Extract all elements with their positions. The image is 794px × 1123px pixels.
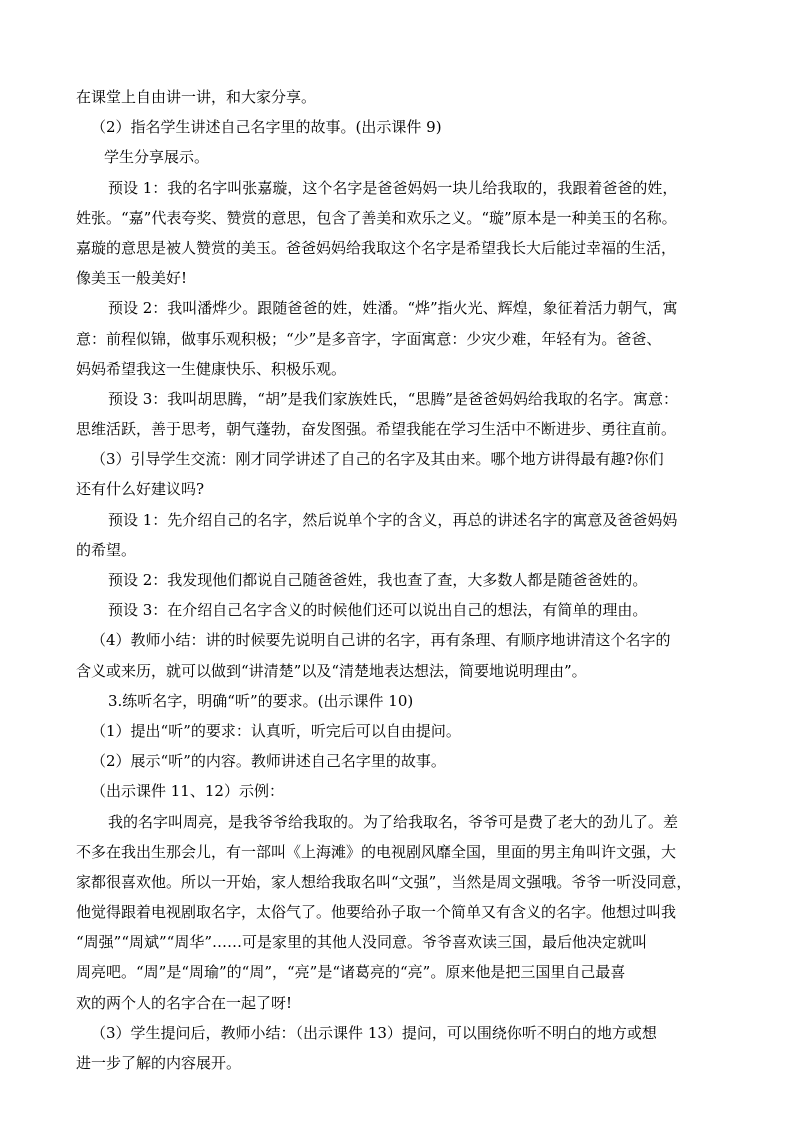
paragraph-line: 家都很喜欢他。所以一开始，家人想给我取名叫“文强”，当然是周文强哦。爷爷一听没同意， — [76, 872, 692, 891]
paragraph-line: 学生分享展示。 — [104, 148, 210, 167]
paragraph-line: 含义或来历，就可以做到“讲清楚”以及“清楚地表达想法，简要地说明理由”。 — [76, 661, 587, 680]
paragraph-line: 的希望。 — [76, 540, 137, 559]
paragraph-line: 欢的两个人的名字合在一起了呀! — [76, 993, 293, 1012]
paragraph-line: 预设 3：在介绍自己名字含义的时候他们还可以说出自己的想法，有简单的理由。 — [108, 601, 648, 620]
paragraph-line: （4）教师小结：讲的时候要先说明自己讲的名字，再有条理、有顺序地讲清这个名字的 — [91, 631, 671, 650]
paragraph-line: 预设 2：我发现他们都说自己随爸爸姓，我也查了查，大多数人都是随爸爸姓的。 — [108, 571, 648, 589]
paragraph-line: 周亮吧。“周”是“周瑜”的“周”，“亮”是“诸葛亮的“亮”。原来他是把三国里自己最喜 — [76, 963, 626, 982]
paragraph-line: 在课堂上自由讲一讲，和大家分享。 — [76, 88, 317, 106]
paragraph-line: （出示课件 11、12）示例： — [91, 782, 284, 801]
paragraph-line: 预设 2：我叫潘烨少。跟随爸爸的姓，姓潘。“烨”指火光、辉煌，象征着活力朝气，寓 — [108, 299, 678, 318]
paragraph-line: 妈妈希望我这一生健康快乐、积极乐观。 — [76, 359, 347, 378]
paragraph-line: （2）指名学生讲述自己名字里的故事。(出示课件 9) — [91, 118, 442, 137]
paragraph-line: 预设 3：我叫胡思腾，“胡”是我们家族姓氏，“思腾”是爸爸妈妈给我取的名字。寓意： — [108, 389, 678, 408]
paragraph-line: 像美玉一般美好! — [76, 269, 188, 288]
paragraph-line: 预设 1：先介绍自己的名字，然后说单个字的含义，再总的讲述名字的寓意及爸爸妈妈 — [108, 510, 678, 529]
paragraph-line: （3）学生提问后，教师小结：（出示课件 13）提问，可以围绕你听不明白的地方或想 — [91, 1023, 657, 1042]
paragraph-line: 不多在我出生那会儿，有一部叫《上海滩》的电视剧风靡全国，里面的男主角叫许文强，大 — [76, 842, 677, 861]
paragraph-line: 意：前程似锦，做事乐观积极；“少”是多音字，字面寓意：少灾少难，年轻有为。爸爸、 — [76, 329, 662, 348]
paragraph-line: 还有什么好建议吗? — [76, 480, 205, 499]
paragraph-line: 姓张。“嘉”代表夸奖、赞赏的意思，包含了善美和欢乐之义。“璇”原本是一种美玉的名称。 — [76, 208, 677, 227]
paragraph-line: （3）引导学生交流：刚才同学讲述了自己的名字及其由来。哪个地方讲得最有趣?你们 — [91, 450, 664, 469]
paragraph-line: 他觉得跟着电视剧取名字，太俗气了。他要给孙子取一个简单又有含义的名字。他想过叫我 — [76, 903, 677, 922]
paragraph-line: 嘉璇的意思是被人赞赏的美玉。爸爸妈妈给我取这个名字是希望我长大后能过幸福的生活， — [76, 238, 677, 257]
paragraph-line: 我的名字叫周亮，是我爷爷给我取的。为了给我取名，爷爷可是费了老大的劲儿了。差 — [108, 812, 679, 831]
document-body — [76, 82, 728, 1078]
paragraph-line: （1）提出“听”的要求：认真听，听完后可以自由提问。 — [91, 721, 461, 740]
paragraph-line: “周强”“周斌”“周华”……可是家里的其他人没同意。爷爷喜欢读三国，最后他决定就叫 — [76, 933, 648, 952]
paragraph-line: 3.练听名字，明确“听”的要求。(出示课件 10) — [108, 691, 414, 710]
paragraph-line: 进一步了解的内容展开。 — [76, 1054, 242, 1072]
paragraph-line: （2）展示“听”的内容。教师讲述自己名字里的故事。 — [91, 752, 446, 771]
paragraph-line: 预设 1：我的名字叫张嘉璇，这个名字是爸爸妈妈一块儿给我取的，我跟着爸爸的姓， — [108, 178, 678, 197]
paragraph-line: 思维活跃，善于思考，朝气蓬勃，奋发图强。希望我能在学习生活中不断进步、勇往直前。 — [76, 420, 677, 439]
